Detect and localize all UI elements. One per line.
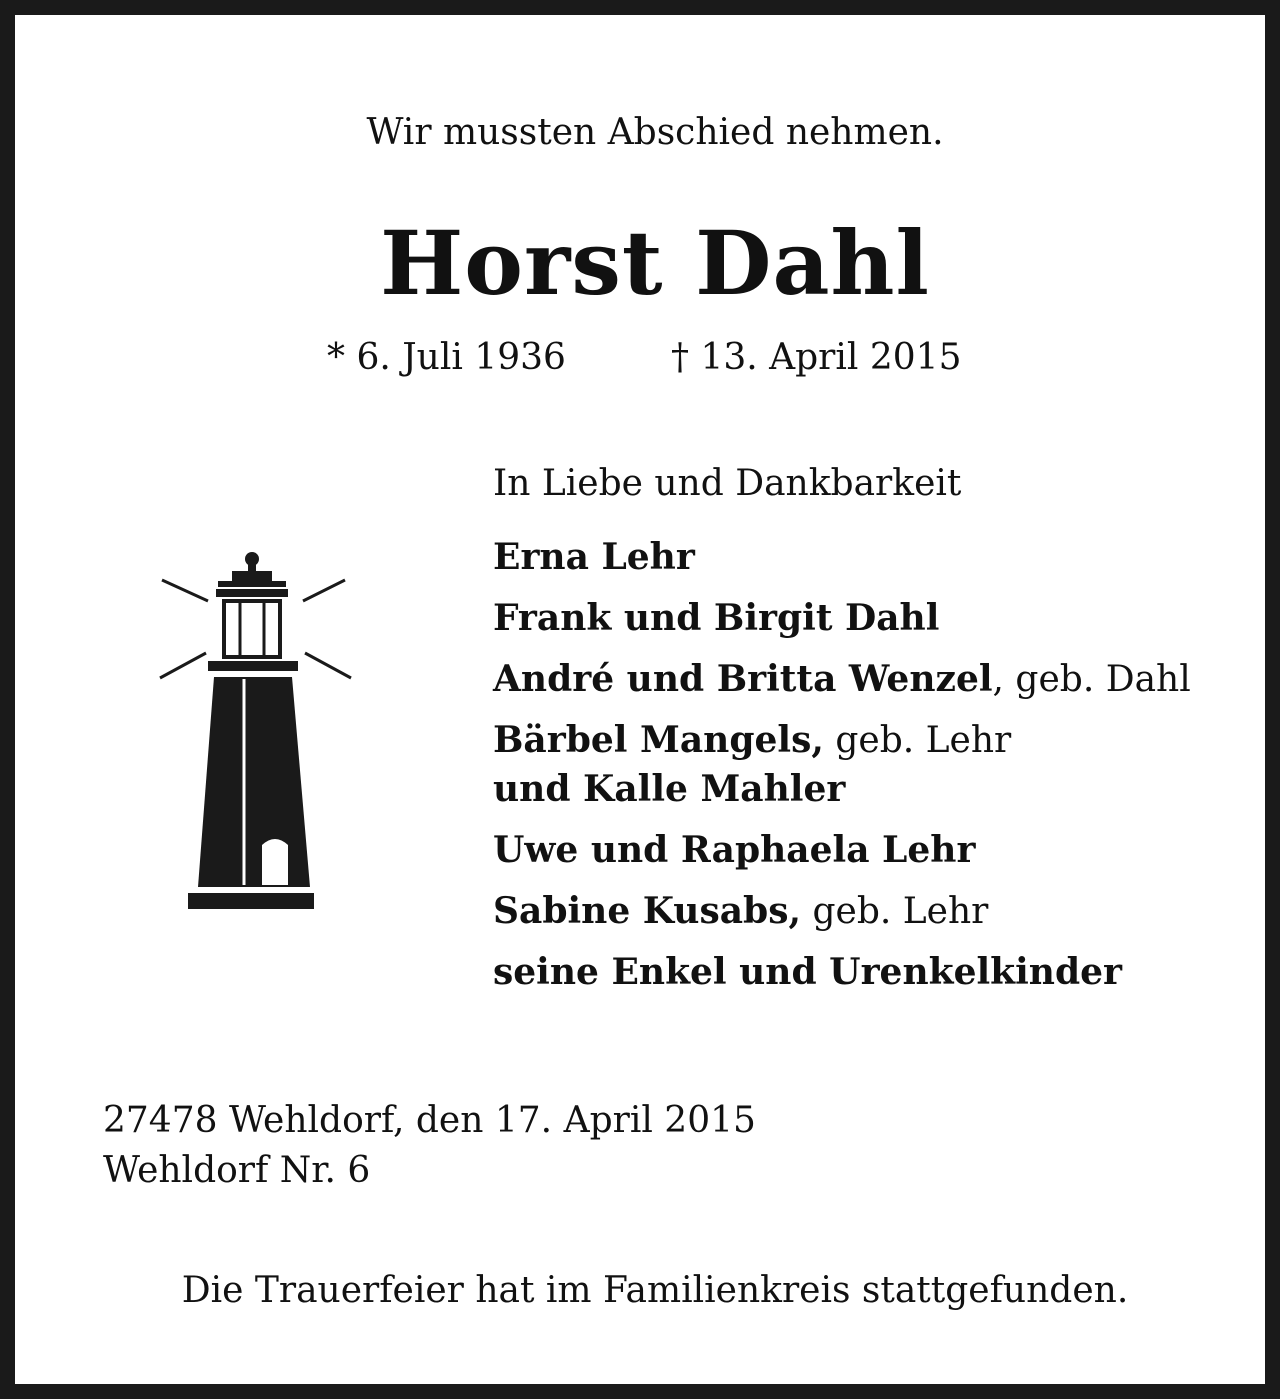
lighthouse-icon (150, 545, 360, 915)
mourner-name: André und Britta Wenzel (493, 658, 993, 700)
list-item (493, 594, 1191, 643)
list-item (493, 887, 1191, 936)
mourner-name: Frank und Birgit Dahl (493, 597, 940, 639)
mourner-note: geb. Lehr (823, 720, 1012, 761)
deceased-name: Horst Dahl (380, 211, 930, 315)
mourner-note: geb. Lehr (801, 891, 989, 932)
list-item (493, 533, 1191, 582)
list-item (493, 826, 1191, 875)
mourner-name: Uwe und Raphaela Lehr (493, 829, 976, 871)
address: Wehldorf Nr. 6 (103, 1150, 371, 1191)
list-item (493, 716, 1191, 814)
funeral-note: Die Trauerfeier hat im Familienkreis stattgefunden. (181, 1270, 1129, 1311)
mourner-name: Erna Lehr (493, 536, 695, 578)
mourner-name: Bärbel Mangels, (493, 719, 824, 761)
mourner-name: Sabine Kusabs, (493, 890, 802, 932)
birth-date: * 6. Juli 1936 (327, 337, 566, 378)
mourners-list (493, 533, 1191, 1009)
mourner-name-continued: und Kalle Mahler (493, 768, 846, 810)
mourner-note: , geb. Dahl (992, 659, 1191, 700)
place-and-date: 27478 Wehldorf, den 17. April 2015 (103, 1100, 756, 1141)
intro-line: Wir mussten Abschied nehmen. (366, 112, 944, 153)
list-item (493, 948, 1191, 997)
mourners-lead: In Liebe und Dankbarkeit (493, 463, 962, 504)
list-item (493, 655, 1191, 704)
mourner-name: seine Enkel und Urenkelkinder (493, 951, 1122, 993)
death-date: † 13. April 2015 (671, 337, 962, 378)
